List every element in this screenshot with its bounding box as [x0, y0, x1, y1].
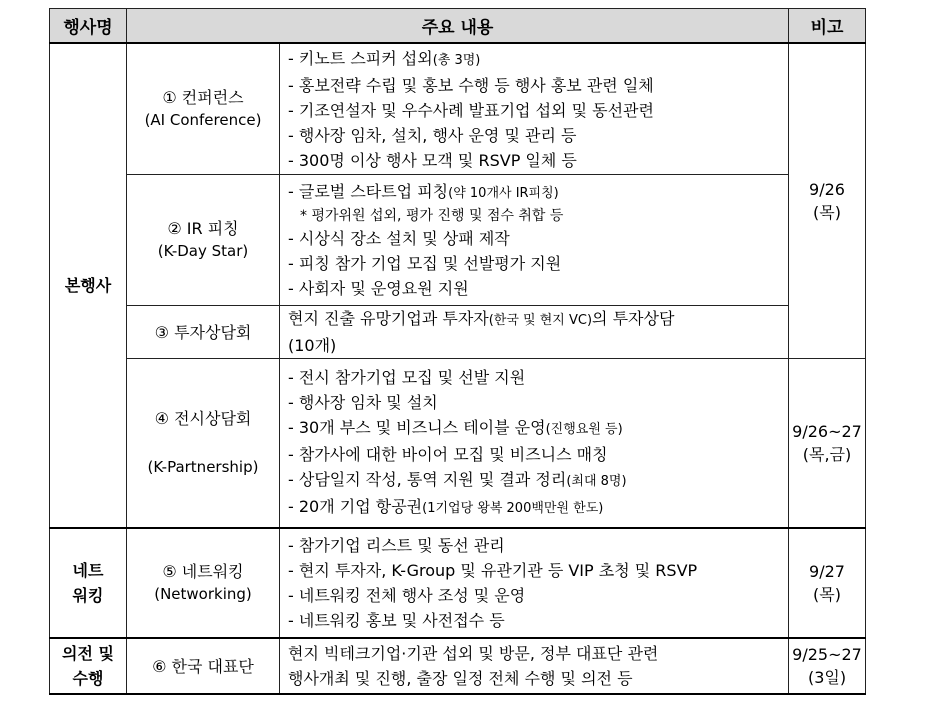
- row-exhibit: [50, 359, 866, 529]
- row-networking: [50, 528, 866, 638]
- ir-line-4: - 피칭 참가 기업 모집 및 선발평가 지원: [288, 254, 562, 273]
- row-delegation: [50, 638, 866, 694]
- event-exhibit-sub: (K-Partnership): [147, 458, 259, 476]
- ir-line-5: - 사회자 및 운영요원 지원: [288, 279, 469, 298]
- exhibit-line-6: - 20개 기업 항공권(1기업당 왕복 200백만원 한도): [288, 497, 604, 516]
- exhibit-line-1: - 전시 참가기업 모집 및 선발 지원: [288, 368, 526, 387]
- delegation-text: 현지 빅테크기업·기관 섭외 및 방문, 정부 대표단 관련 행사개최 및 진행, 출장 일정 전체 수행 및 의전 등: [288, 644, 659, 688]
- note-delegation-date: 9/25~27: [792, 645, 862, 664]
- ir-line-1: - 글로벌 스타트업 피칭(약 10개사 IR피칭): [288, 182, 559, 201]
- content-networking: [280, 528, 789, 638]
- note-exhibit-day: (목,금): [802, 445, 852, 464]
- content-ir: [280, 175, 789, 306]
- note-networking: [789, 528, 866, 638]
- event-ir-name: ② IR 피칭: [167, 219, 239, 238]
- group-protocol: 의전 및 수행: [50, 638, 127, 694]
- row-invest: [50, 306, 866, 359]
- conference-line-2: - 홍보전략 수립 및 홍보 수행 등 행사 홍보 관련 일체: [288, 75, 654, 95]
- note-exhibit: [789, 359, 866, 529]
- header-note: 비고: [789, 9, 866, 44]
- note-delegation: [789, 638, 866, 694]
- event-conference-sub: (AI Conference): [144, 111, 262, 129]
- header-row: [50, 9, 866, 44]
- event-delegation-name: ⑥ 한국 대표단: [152, 656, 254, 676]
- exhibit-line-3: - 30개 부스 및 비즈니스 테이블 운영(진행요원 등): [288, 418, 623, 437]
- conference-line-5: - 300명 이상 행사 모객 및 RSVP 일체 등: [288, 150, 577, 170]
- networking-line-4: - 네트워킹 홍보 및 사전접수 등: [288, 611, 505, 630]
- event-conference: [127, 43, 280, 175]
- networking-line-2: - 현지 투자자, K-Group 및 유관기관 등 VIP 초청 및 RSVP: [288, 561, 698, 580]
- event-conference-name: ① 컨퍼런스: [162, 88, 244, 107]
- note-delegation-day: (3일): [807, 668, 847, 687]
- event-delegation: [127, 638, 280, 694]
- exhibit-line-5: - 상담일지 작성, 통역 지원 및 결과 정리(최대 8명): [288, 470, 627, 489]
- event-schedule-table: [49, 8, 866, 695]
- note-main: [789, 43, 866, 359]
- group-main: 본행사: [50, 43, 127, 528]
- invest-text: 현지 진출 유망기업과 투자자(한국 및 현지 VC)의 투자상담 (10개): [288, 309, 675, 355]
- event-networking-sub: (Networking): [154, 585, 252, 603]
- conference-line-4: - 행사장 임차, 설치, 행사 운영 및 관리 등: [288, 125, 577, 145]
- event-networking-name: ⑤ 네트워킹: [162, 562, 244, 581]
- row-ir: [50, 175, 866, 306]
- note-networking-date: 9/27: [809, 562, 845, 581]
- note-main-date: 9/26: [809, 180, 845, 199]
- event-ir: [127, 175, 280, 306]
- content-invest: [280, 306, 789, 359]
- ir-line-2: * 평가위원 섭외, 평가 진행 및 점수 취합 등: [300, 208, 564, 224]
- event-invest-name: ③ 투자상담회: [154, 322, 252, 342]
- note-main-day: (목): [813, 203, 841, 222]
- event-invest: [127, 306, 280, 359]
- content-exhibit: [280, 359, 789, 529]
- event-ir-sub: (K-Day Star): [157, 242, 249, 260]
- note-exhibit-date: 9/26~27: [792, 422, 862, 441]
- conference-line-1: - 키노트 스피커 섭외(총 3명): [288, 48, 481, 68]
- note-networking-day: (목): [813, 585, 841, 604]
- header-content: 주요 내용: [127, 9, 789, 44]
- event-exhibit-name: ④ 전시상담회: [154, 409, 252, 428]
- event-exhibit: [127, 359, 280, 529]
- content-delegation: [280, 638, 789, 694]
- ir-line-3: - 시상식 장소 설치 및 상패 제작: [288, 229, 510, 248]
- content-conference: [280, 43, 789, 175]
- exhibit-line-4: - 참가사에 대한 바이어 모집 및 비즈니스 매칭: [288, 445, 608, 464]
- event-networking: [127, 528, 280, 638]
- group-networking: 네트 워킹: [50, 528, 127, 638]
- networking-line-1: - 참가기업 리스트 및 동선 관리: [288, 536, 505, 555]
- networking-line-3: - 네트워킹 전체 행사 조성 및 운영: [288, 586, 526, 605]
- conference-line-3: - 기조연설자 및 우수사례 발표기업 섭외 및 동선관련: [288, 100, 654, 120]
- header-event: 행사명: [50, 9, 127, 44]
- row-conference: [50, 43, 866, 175]
- exhibit-line-2: - 행사장 임차 및 설치: [288, 393, 438, 412]
